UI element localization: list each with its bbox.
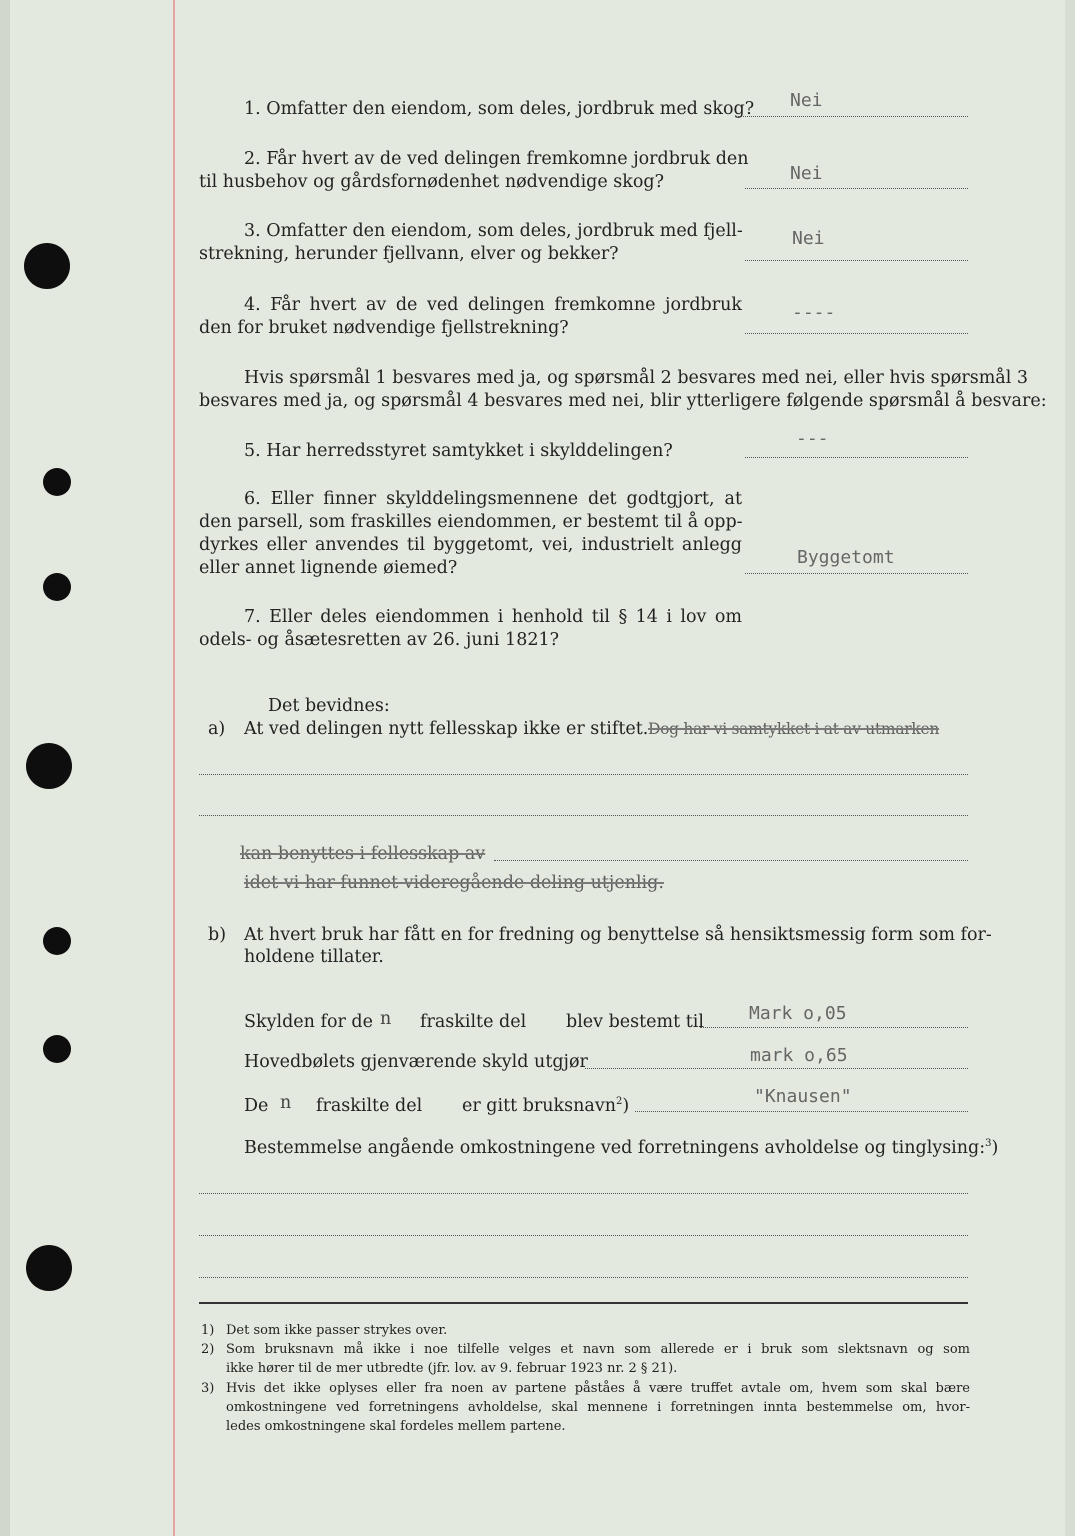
answer-line <box>585 1068 968 1069</box>
answer-line <box>635 1111 968 1112</box>
question-1-text: 1. Omfatter den eiendom, som deles, jordbruk med skog? <box>244 99 755 119</box>
question-6-line-3: dyrkes eller anvendes til byggetomt, vei, industrielt anlegg <box>199 535 742 555</box>
question-5-answer: --- <box>796 428 829 449</box>
question-3-line-1: 3. Omfatter den eiendom, som deles, jordbruk med fjell- <box>244 221 743 241</box>
blank-line <box>199 1277 968 1278</box>
blank-line <box>199 815 968 816</box>
punch-hole <box>43 1035 71 1063</box>
punch-hole <box>26 1245 72 1291</box>
footnote-1-text: Det som ikke passer strykes over. <box>226 1323 448 1338</box>
question-6-line-4: eller annet lignende øiemed? <box>199 558 458 578</box>
question-4-line-1: 4. Får hvert av de ved delingen fremkomne jordbruk <box>244 295 742 315</box>
struck-line-1: kan benyttes i fellesskap av <box>240 844 486 864</box>
margin-red-line <box>173 0 175 1536</box>
bruksnavn-answer: "Knausen" <box>754 1086 852 1107</box>
answer-line <box>745 573 968 574</box>
condition-line-1: Hvis spørsmål 1 besvares med ja, og spørsmål 2 besvares med nei, eller hvis spørsmål 3 <box>244 368 1029 388</box>
skyld-row-2-label: Hovedbølets gjenværende skyld utgjør <box>244 1052 588 1072</box>
question-6-line-1: 6. Eller finner skylddelingsmennene det godtgjort, at <box>244 489 742 509</box>
question-3-answer: Nei <box>792 228 825 249</box>
clause-b-line-1: At hvert bruk har fått en for fredning og benyttelse så hensiktsmessig form som for- <box>244 925 992 945</box>
blank-line <box>199 1235 968 1236</box>
clause-b-label: b) <box>208 925 227 945</box>
question-2-line-1: 2. Får hvert av de ved delingen fremkomne jordbruk den <box>244 149 749 169</box>
clause-a-label: a) <box>208 719 226 739</box>
skyld-row-3-handwritten-n: n <box>280 1093 292 1113</box>
blank-line <box>494 860 968 861</box>
footnote-3-line-1: Hvis det ikke oplyses eller fra noen av partene påståes å være truffet avtale om, hvem som skal bære <box>226 1381 970 1396</box>
question-3-line-2: strekning, herunder fjellvann, elver og bekker? <box>199 244 619 264</box>
skyld-row-3-label: fraskilte del <box>316 1096 423 1116</box>
skyld-row-1-handwritten-n: n <box>380 1009 392 1029</box>
struck-line-2: idet vi har funnet videregående deling utjenlig. <box>244 873 664 893</box>
answer-line <box>745 260 968 261</box>
question-2-line-2: til husbehov og gårdsfornødenhet nødvendige skog? <box>199 172 664 192</box>
skyld-row-1-label: blev bestemt til <box>566 1012 704 1032</box>
answer-line <box>745 333 968 334</box>
punch-hole <box>43 927 71 955</box>
punch-hole <box>43 573 71 601</box>
footnote-separator <box>199 1302 968 1304</box>
answer-line <box>738 116 968 117</box>
skyld-row-3-label: er gitt bruksnavn$^2$) <box>462 1096 630 1116</box>
clause-a-struck-text: Dog har vi samtykket i at av utmarken <box>648 720 940 738</box>
clause-a-text: At ved delingen nytt fellesskap ikke er stiftet. <box>244 719 649 739</box>
footnote-2-mark: 2) <box>201 1342 215 1357</box>
footnote-3-line-2: omkostningene ved forretningens avholdelse, skal mennene i forretningen innta bestemmelse om, hvor- <box>226 1400 970 1415</box>
skyld-row-1-label: fraskilte del <box>420 1012 527 1032</box>
punch-hole <box>24 243 70 289</box>
question-7-line-1: 7. Eller deles eiendommen i henhold til § 14 i lov om <box>244 607 742 627</box>
blank-line <box>199 1193 968 1194</box>
punch-hole <box>43 468 71 496</box>
bevidnes-heading: Det bevidnes: <box>268 696 390 716</box>
footnote-2-line-1: Som bruksnavn må ikke i noe tilfelle velges et navn som allerede er i bruk som slektsnavn og som <box>226 1342 970 1357</box>
blank-line <box>199 774 968 775</box>
right-page-edge <box>1065 0 1075 1536</box>
question-1-answer: Nei <box>790 90 823 111</box>
footnote-2-line-2: ikke hører til de mer utbredte (jfr. lov. av 9. februar 1923 nr. 2 § 21). <box>226 1361 678 1376</box>
question-5-text: 5. Har herredsstyret samtykket i skylddelingen? <box>244 441 673 461</box>
question-7-line-2: odels- og åsætesretten av 26. juni 1821? <box>199 630 559 650</box>
footnote-1-mark: 1) <box>201 1323 215 1338</box>
skyld-row-3-label: De <box>244 1096 269 1116</box>
skyld-row-1-label: Skylden for de <box>244 1012 373 1032</box>
answer-line <box>745 457 968 458</box>
question-6-line-2: den parsell, som fraskilles eiendommen, er bestemt til å opp- <box>199 512 743 532</box>
remaining-skyld-answer: mark o,65 <box>750 1045 848 1066</box>
question-6-answer: Byggetomt <box>797 547 895 568</box>
condition-line-2: besvares med ja, og spørsmål 4 besvares med nei, blir ytterligere følgende spørsmål å besvare: <box>199 391 1047 411</box>
footnote-3-line-3: ledes omkostningene skal fordeles mellem partene. <box>226 1419 566 1434</box>
skyld-answer: Mark o,05 <box>749 1003 847 1024</box>
answer-line <box>700 1027 968 1028</box>
punch-hole <box>26 743 72 789</box>
clause-b-line-2: holdene tillater. <box>244 947 384 967</box>
answer-line <box>745 188 968 189</box>
question-4-answer: ---- <box>792 302 836 323</box>
left-page-edge <box>0 0 10 1536</box>
question-2-answer: Nei <box>790 163 823 184</box>
footnote-3-mark: 3) <box>201 1381 215 1396</box>
omkostninger-label: Bestemmelse angående omkostningene ved forretningens avholdelse og tinglysing:$^3$) <box>244 1138 999 1158</box>
question-4-line-2: den for bruket nødvendige fjellstrekning? <box>199 318 569 338</box>
